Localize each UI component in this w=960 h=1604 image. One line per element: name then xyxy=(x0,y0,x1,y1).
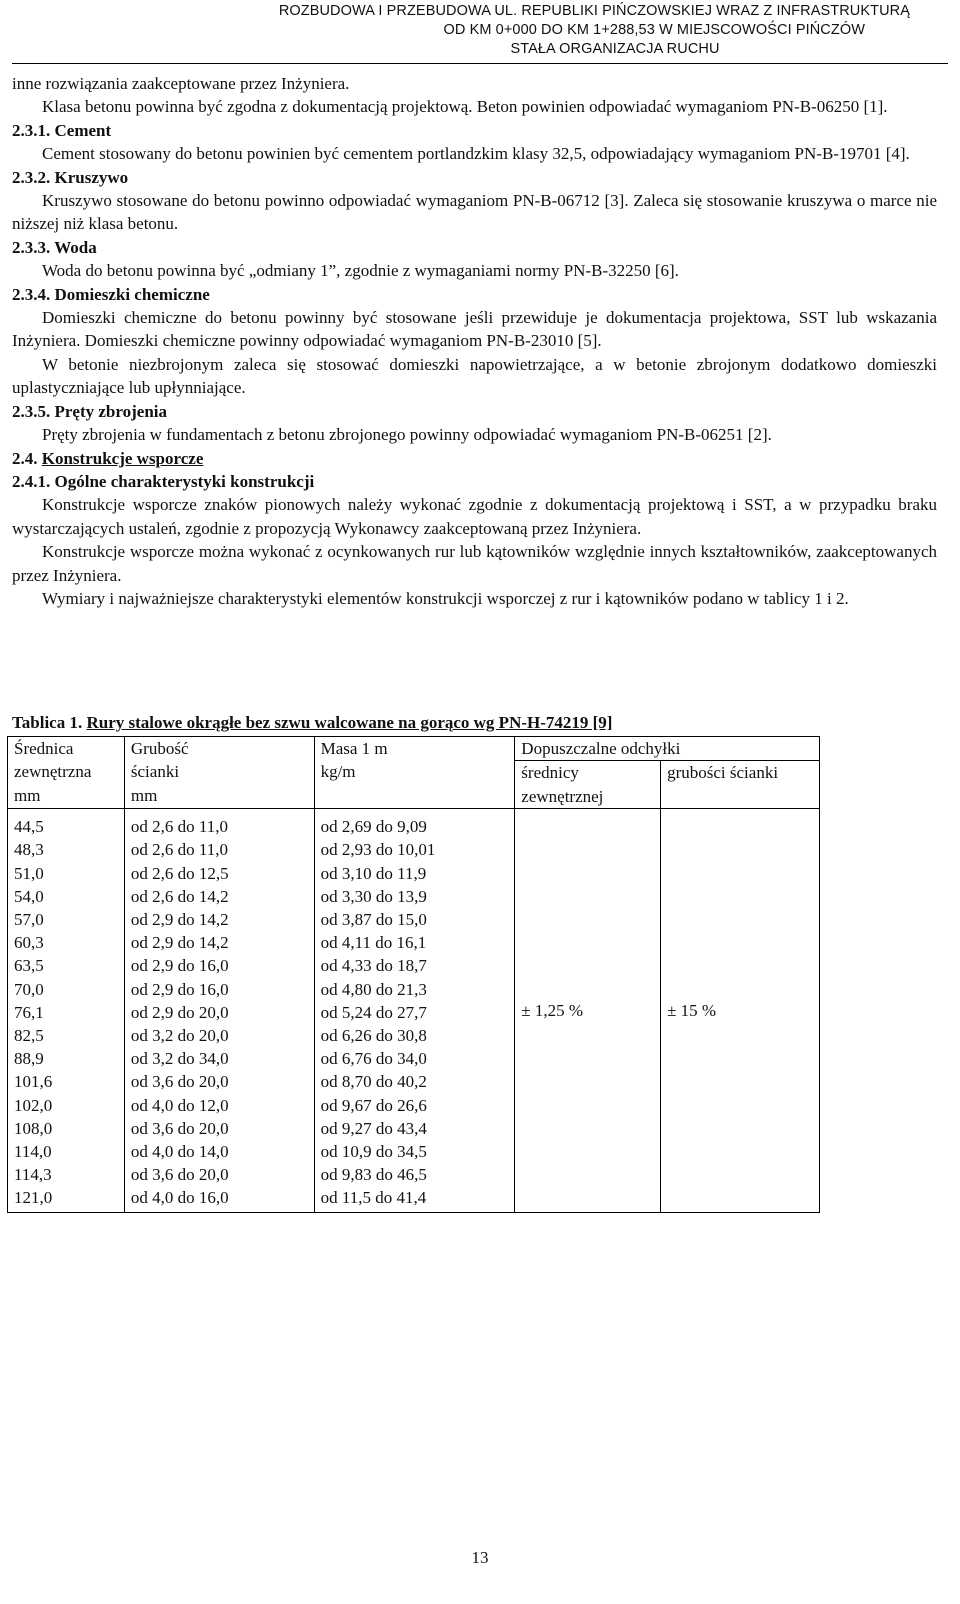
table-body-row xyxy=(8,809,820,1212)
diameter-value: 57,0 xyxy=(14,910,44,930)
section-title: Ogólne charakterystyki konstrukcji xyxy=(54,471,315,491)
section-title: Domieszki chemiczne xyxy=(54,284,210,304)
header-cell-tol-diameter xyxy=(515,761,661,809)
thickness-value: od 3,6 do 20,0 xyxy=(130,1165,229,1185)
section-heading-2-4-1 xyxy=(12,470,937,493)
paragraph: Konstrukcje wsporcze znaków pionowych należy wykonać zgodnie z dokumentacją projektową i SST, a w przypadku braku wystarczających ustaleń, zgodnie z propozycją Wykonawcy zaakceptowaną przez Inżyniera. xyxy=(12,495,937,538)
mass-value: od 2,93 do 10,01 xyxy=(320,840,436,860)
section-number: 2.3.4. xyxy=(12,284,51,304)
diameter-value: 114,3 xyxy=(14,1165,52,1185)
paragraph: Klasa betonu powinna być zgodna z dokumentacją projektową. Beton powinien odpowiadać wymaganiom PN-B-06250 [1]. xyxy=(42,97,888,117)
mass-value: od 3,30 do 13,9 xyxy=(320,886,427,906)
section-number: 2.3.2. xyxy=(12,167,51,187)
mass-value: od 9,67 do 26,6 xyxy=(320,1095,427,1115)
thickness-value: od 3,2 do 34,0 xyxy=(130,1049,229,1069)
thickness-value: od 2,9 do 16,0 xyxy=(130,979,229,999)
mass-value: od 9,27 do 43,4 xyxy=(320,1118,427,1138)
mass-value: od 8,70 do 40,2 xyxy=(320,1072,427,1092)
thickness-value: od 3,2 do 20,0 xyxy=(130,1026,229,1046)
thickness-value: od 2,9 do 16,0 xyxy=(130,956,229,976)
section-title: Kruszywo xyxy=(54,167,129,187)
mass-column xyxy=(314,809,515,1212)
paragraph: Wymiary i najważniejsze charakterystyki elementów konstrukcji wsporczej z rur i kątowników podano w tablicy 1 i 2. xyxy=(42,588,849,608)
diameter-value: 101,6 xyxy=(14,1072,53,1092)
diameter-value: 102,0 xyxy=(14,1095,53,1115)
diameter-column xyxy=(8,809,125,1212)
section-heading-2-3-3 xyxy=(12,236,937,259)
thickness-value: od 3,6 do 20,0 xyxy=(130,1072,229,1092)
diameter-value: 54,0 xyxy=(14,886,44,906)
paragraph: W betonie niezbrojonym zaleca się stosować domieszki napowietrzające, a w betonie zbrojonym dodatkowo domieszki uplastyczniające lub upłynniające. xyxy=(12,354,937,398)
mass-value: od 6,26 do 30,8 xyxy=(320,1026,427,1046)
diameter-value: 44,5 xyxy=(14,817,44,837)
thickness-value: od 4,0 do 16,0 xyxy=(130,1188,229,1208)
thickness-column xyxy=(124,809,314,1212)
thickness-value: od 4,0 do 12,0 xyxy=(130,1095,229,1115)
mass-value: od 5,24 do 27,7 xyxy=(320,1002,427,1022)
thickness-value: od 2,9 do 14,2 xyxy=(130,933,229,953)
header-line-3: STAŁA ORGANIZACJA RUCHU xyxy=(510,41,720,57)
header-text: grubości ścianki xyxy=(667,763,779,783)
paragraph: Domieszki chemiczne do betonu powinny być stosowane jeśli przewiduje je dokumentacja projektowa, SST lub wskazania Inżyniera. Domieszki chemiczne powinny odpowiadać wymaganiom PN-B-23010 [5]. xyxy=(12,308,937,351)
diameter-value: 114,0 xyxy=(14,1142,52,1162)
paragraph: Kruszywo stosowane do betonu powinno odpowiadać wymaganiom PN-B-06712 [3]. Zaleca się stosowanie kruszywa o marce nie niższej niż klasa betonu. xyxy=(12,191,937,234)
diameter-value: 70,0 xyxy=(14,979,44,999)
mass-value: od 2,69 do 9,09 xyxy=(320,817,427,837)
header-text: Grubość xyxy=(130,739,189,758)
diameter-value: 60,3 xyxy=(14,933,44,953)
thickness-value: od 2,6 do 12,5 xyxy=(130,863,229,883)
thickness-value: od 2,9 do 20,0 xyxy=(130,1002,229,1022)
header-text: Masa 1 m xyxy=(320,739,388,758)
thickness-value: od 3,6 do 20,0 xyxy=(130,1118,229,1138)
paragraph: Pręty zbrojenia w fundamentach z betonu zbrojonego powinny odpowiadać wymaganiom PN-B-06251 [2]. xyxy=(42,425,772,445)
section-title: Woda xyxy=(54,237,97,257)
tolerance-diameter-cell xyxy=(515,809,661,1212)
tolerance-wall-value: ± 15 % xyxy=(667,1000,717,1020)
header-text: Dopuszczalne odchyłki xyxy=(521,739,681,758)
header-text: mm xyxy=(130,785,158,805)
diameter-value: 82,5 xyxy=(14,1026,44,1046)
mass-value: od 10,9 do 34,5 xyxy=(320,1142,427,1162)
section-heading-2-3-4 xyxy=(12,283,937,306)
section-number: 2.3.1. xyxy=(12,120,51,140)
section-number: 2.3.3. xyxy=(12,237,51,257)
tolerance-wall-cell xyxy=(661,809,820,1212)
pipe-table xyxy=(7,736,820,1213)
diameter-value: 51,0 xyxy=(14,863,44,883)
page-header xyxy=(150,2,910,59)
tolerance-diameter-value: ± 1,25 % xyxy=(521,1000,584,1020)
section-title: Konstrukcje wsporcze xyxy=(41,448,204,468)
thickness-value: od 2,6 do 11,0 xyxy=(130,840,229,860)
header-text: zewnętrzna xyxy=(14,762,92,782)
section-number: 2.4.1. xyxy=(12,471,51,491)
header-divider xyxy=(12,63,948,64)
page-number: 13 xyxy=(471,1548,489,1567)
section-number: 2.4. xyxy=(12,448,38,468)
table-header-row xyxy=(8,737,820,761)
thickness-value: od 4,0 do 14,0 xyxy=(130,1142,229,1162)
header-text: średnicy xyxy=(521,763,579,783)
section-heading-2-3-2 xyxy=(12,166,937,189)
table-caption-label: Tablica 1. xyxy=(12,713,83,732)
mass-value: od 3,87 do 15,0 xyxy=(320,910,427,930)
mass-value: od 11,5 do 41,4 xyxy=(320,1188,427,1208)
section-title: Cement xyxy=(54,120,112,140)
mass-value: od 9,83 do 46,5 xyxy=(320,1165,427,1185)
diameter-value: 63,5 xyxy=(14,956,44,976)
document-body xyxy=(12,72,937,610)
section-title: Pręty zbrojenia xyxy=(54,401,168,421)
header-text: Średnica xyxy=(14,739,74,758)
section-heading-2-3-5 xyxy=(12,400,937,423)
paragraph: Cement stosowany do betonu powinien być cementem portlandzkim klasy 32,5, odpowiadający wymaganiom PN-B-19701 [4]. xyxy=(42,144,910,164)
header-cell-tolerances xyxy=(515,737,820,761)
thickness-value: od 2,9 do 14,2 xyxy=(130,910,229,930)
header-cell-thickness xyxy=(124,737,314,809)
diameter-value: 76,1 xyxy=(14,1002,44,1022)
paragraph: Woda do betonu powinna być „odmiany 1”, zgodnie z wymaganiami normy PN-B-32250 [6]. xyxy=(42,261,679,281)
header-line-2: OD KM 0+000 DO KM 1+288,53 W MIEJSCOWOŚCI PIŃCZÓW xyxy=(443,22,865,38)
mass-value: od 3,10 do 11,9 xyxy=(320,863,427,883)
paragraph: Konstrukcje wsporcze można wykonać z ocynkowanych rur lub kątowników względnie innych kształtowników, zaakceptowanych przez Inżyniera. xyxy=(12,542,937,585)
paragraph: inne rozwiązania zaakceptowane przez Inżyniera. xyxy=(12,74,350,93)
header-cell-mass xyxy=(314,737,515,809)
diameter-value: 121,0 xyxy=(14,1188,53,1208)
section-heading-2-3-1 xyxy=(12,119,937,142)
mass-value: od 6,76 do 34,0 xyxy=(320,1049,427,1069)
header-cell-tol-wall xyxy=(661,761,820,809)
header-cell-diameter xyxy=(8,737,125,809)
mass-value: od 4,33 do 18,7 xyxy=(320,956,427,976)
section-number: 2.3.5. xyxy=(12,401,51,421)
diameter-value: 108,0 xyxy=(14,1118,53,1138)
section-heading-2-4 xyxy=(12,447,937,470)
thickness-value: od 2,6 do 11,0 xyxy=(130,817,229,837)
diameter-value: 88,9 xyxy=(14,1049,44,1069)
table-caption-title: Rury stalowe okrągłe bez szwu walcowane na gorąco wg PN-H-74219 [9] xyxy=(86,713,613,732)
mass-value: od 4,80 do 21,3 xyxy=(320,979,427,999)
mass-value: od 4,11 do 16,1 xyxy=(320,933,427,953)
header-line-1: ROZBUDOWA I PRZEBUDOWA UL. REPUBLIKI PIŃCZOWSKIEJ WRAZ Z INFRASTRUKTURĄ xyxy=(278,3,910,19)
diameter-value: 48,3 xyxy=(14,840,44,860)
header-text: ścianki xyxy=(130,762,180,782)
header-text: mm xyxy=(14,785,41,805)
thickness-value: od 2,6 do 14,2 xyxy=(130,886,229,906)
table-caption xyxy=(12,713,612,733)
header-text: kg/m xyxy=(320,762,356,782)
header-text: zewnętrznej xyxy=(521,786,604,806)
